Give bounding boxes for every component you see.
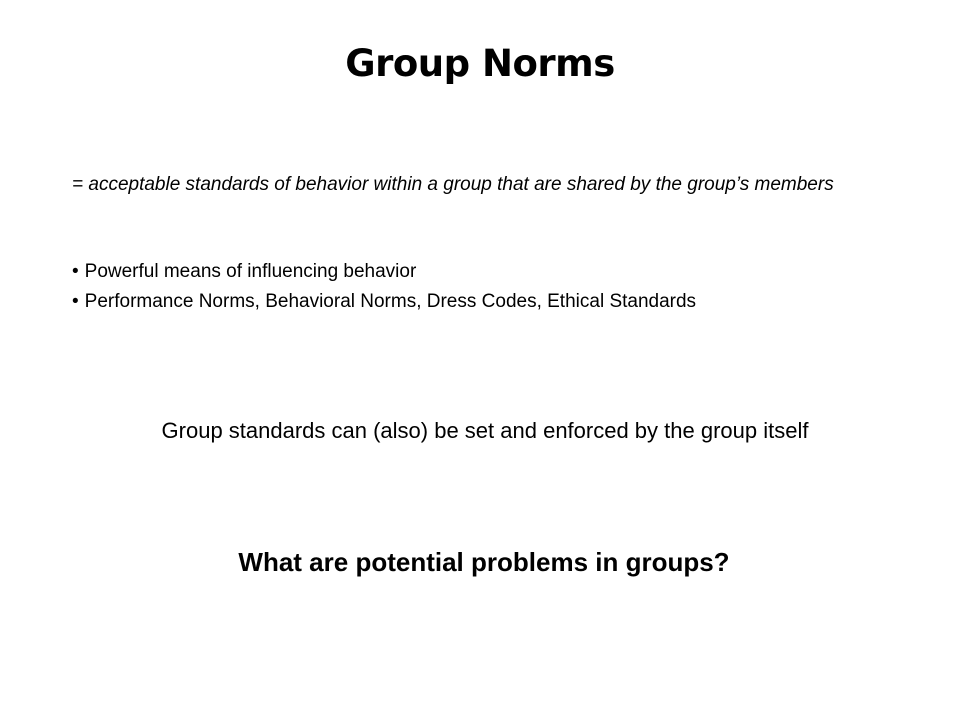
statement-text: Group standards can (also) be set and enforced by the group itself [161,418,809,443]
bullet-item [72,287,908,317]
bullet-icon: • [72,261,79,282]
slide-title: Group Norms [345,42,615,85]
bullet-item [72,257,908,287]
bullet-icon: • [72,291,79,312]
question-text: What are potential problems in groups? [238,547,730,577]
bullet-text: Performance Norms, Behavioral Norms, Dress Codes, Ethical Standards [84,291,697,312]
definition-text: = acceptable standards of behavior within a group that are shared by the group’s members [72,174,834,195]
bullet-text: Powerful means of influencing behavior [84,261,417,282]
bullet-list [72,257,908,317]
